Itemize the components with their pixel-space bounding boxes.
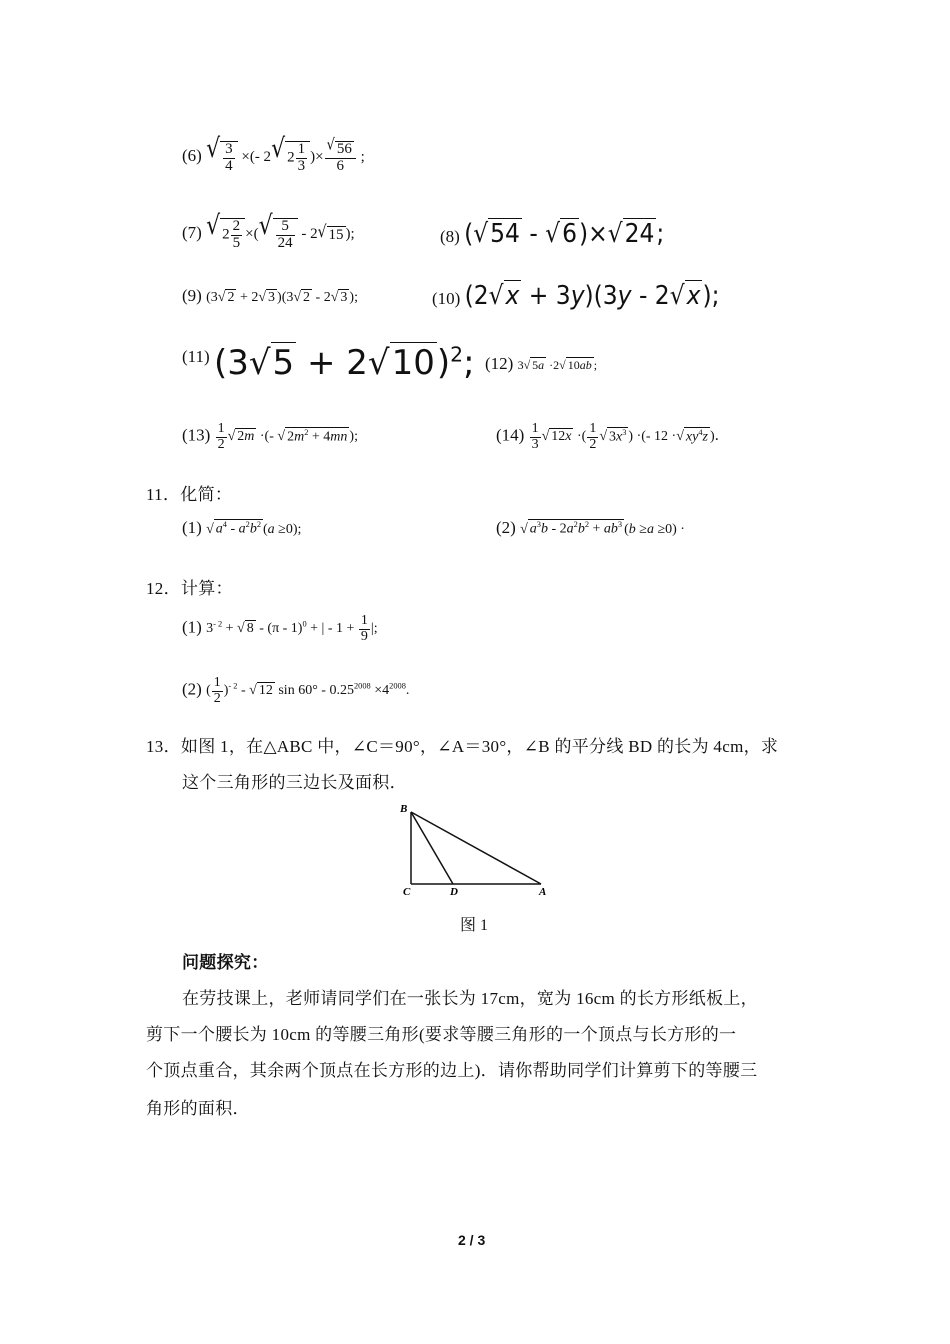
part-label: (2) xyxy=(182,679,202,699)
problem-14 xyxy=(496,422,729,452)
problem-label: (7) xyxy=(182,223,202,243)
question-12-part-1 xyxy=(182,614,378,644)
question-11-part-1 xyxy=(182,518,301,538)
page-number: 2 / 3 xyxy=(458,1232,486,1248)
math-expression: $\frac{1}{3}$ √ 12x ·( $\frac{1}{2}$ √ $3x^3$ ) ·(- 12 ·√ $xy^4z$ )． xyxy=(531,421,729,452)
math-expression: √ 2 $\frac{2}{5}$ ×( √ $\frac{5}{24}$ - 2 √ 15 ); xyxy=(206,211,355,251)
figure-caption: 图 1 xyxy=(460,917,489,934)
inquiry-line: 角形的面积． xyxy=(146,1099,250,1118)
math-expression: (3√ 2 + 2√ 3 )(3√ 2 - 2√ 3 ); xyxy=(206,290,358,305)
problem-label: (8) xyxy=(440,227,460,246)
vertex-label-b: B xyxy=(400,803,408,815)
problem-11 xyxy=(182,342,475,383)
math-expression: (√54 - √6)×√24; xyxy=(464,219,665,249)
problem-10 xyxy=(432,280,719,311)
vertex-label-a: A xyxy=(539,886,547,898)
math-expression: √ $a^4 - a^2b^2$ (a ≥0); xyxy=(206,520,302,537)
question-13-line-2: 这个三角形的三边长及面积． xyxy=(182,773,407,792)
inquiry-line: 在劳技课上，老师请同学们在一张长为 17cm，宽为 16cm 的长方形纸板上， xyxy=(182,989,758,1008)
problem-label: (14) xyxy=(496,425,525,445)
problem-label: (11) xyxy=(182,347,210,366)
triangle-figure xyxy=(395,800,555,900)
part-label: (1) xyxy=(182,617,202,637)
question-12-title: 12．计算： xyxy=(146,579,233,598)
math-expression: ( $\frac{1}{2}$ )$^{- 2}$ - √ 12 $\sin 60^\circ - 0.25^{2008} \times 4^{2008}$. xyxy=(206,675,410,706)
problem-label: (9) xyxy=(182,286,202,305)
inquiry-heading: 问题探究： xyxy=(182,953,269,972)
math-expression: 3√ 5a ·2√ 10ab ; xyxy=(517,358,598,372)
problem-13 xyxy=(182,422,358,452)
vertex-label-c: C xyxy=(403,886,411,898)
question-11-title: 11．化简： xyxy=(146,485,233,504)
problem-label: (6) xyxy=(182,146,202,166)
math-expression: √ $a^3b - 2a^2b^2 + ab^3$ (b ≥a ≥0) · xyxy=(520,520,685,537)
inquiry-line: 个顶点重合，其余两个顶点在长方形的边上)．请你帮助同学们计算剪下的等腰三 xyxy=(146,1061,758,1080)
problem-9 xyxy=(182,286,358,306)
question-13-line-1: 13．如图 1，在△ABC 中，∠C＝90°，∠A＝30°，∠B 的平分线 BD 的长为 4cm，求 xyxy=(146,737,779,756)
problem-label: (13) xyxy=(182,425,211,445)
problem-label: (12) xyxy=(485,354,514,373)
math-expression: $3^{- 2}$ + √ 8 - (π - 1)$^0$ + | - 1 + $\frac{1}{9}$ |; xyxy=(206,613,378,644)
problem-label: (10) xyxy=(432,289,461,308)
math-expression: √ $\frac{3}{4}$ ×(- 2 √ 2 $\frac{1}{3}$ )× √ 56 6 ; xyxy=(206,134,365,174)
math-expression: (2√x + 3y)(3y - 2√x); xyxy=(464,281,720,311)
part-label: (2) xyxy=(496,518,516,537)
math-expression: $\frac{1}{2}$ √ 2m ·(- √ $2m^2 + 4mn$ ); xyxy=(217,421,358,452)
math-expression: $(3√5 + 2√10)^2$; xyxy=(213,342,475,383)
problem-6 xyxy=(182,134,365,175)
part-label: (1) xyxy=(182,518,202,537)
inquiry-line: 剪下一个腰长为 10cm 的等腰三角形(要求等腰三角形的一个顶点与长方形的一 xyxy=(146,1025,737,1044)
problem-8 xyxy=(440,218,664,249)
problem-12 xyxy=(485,354,597,374)
question-11-part-2 xyxy=(496,518,685,538)
question-12-part-2 xyxy=(182,676,409,706)
problem-7 xyxy=(182,211,355,252)
vertex-label-d: D xyxy=(450,886,458,898)
